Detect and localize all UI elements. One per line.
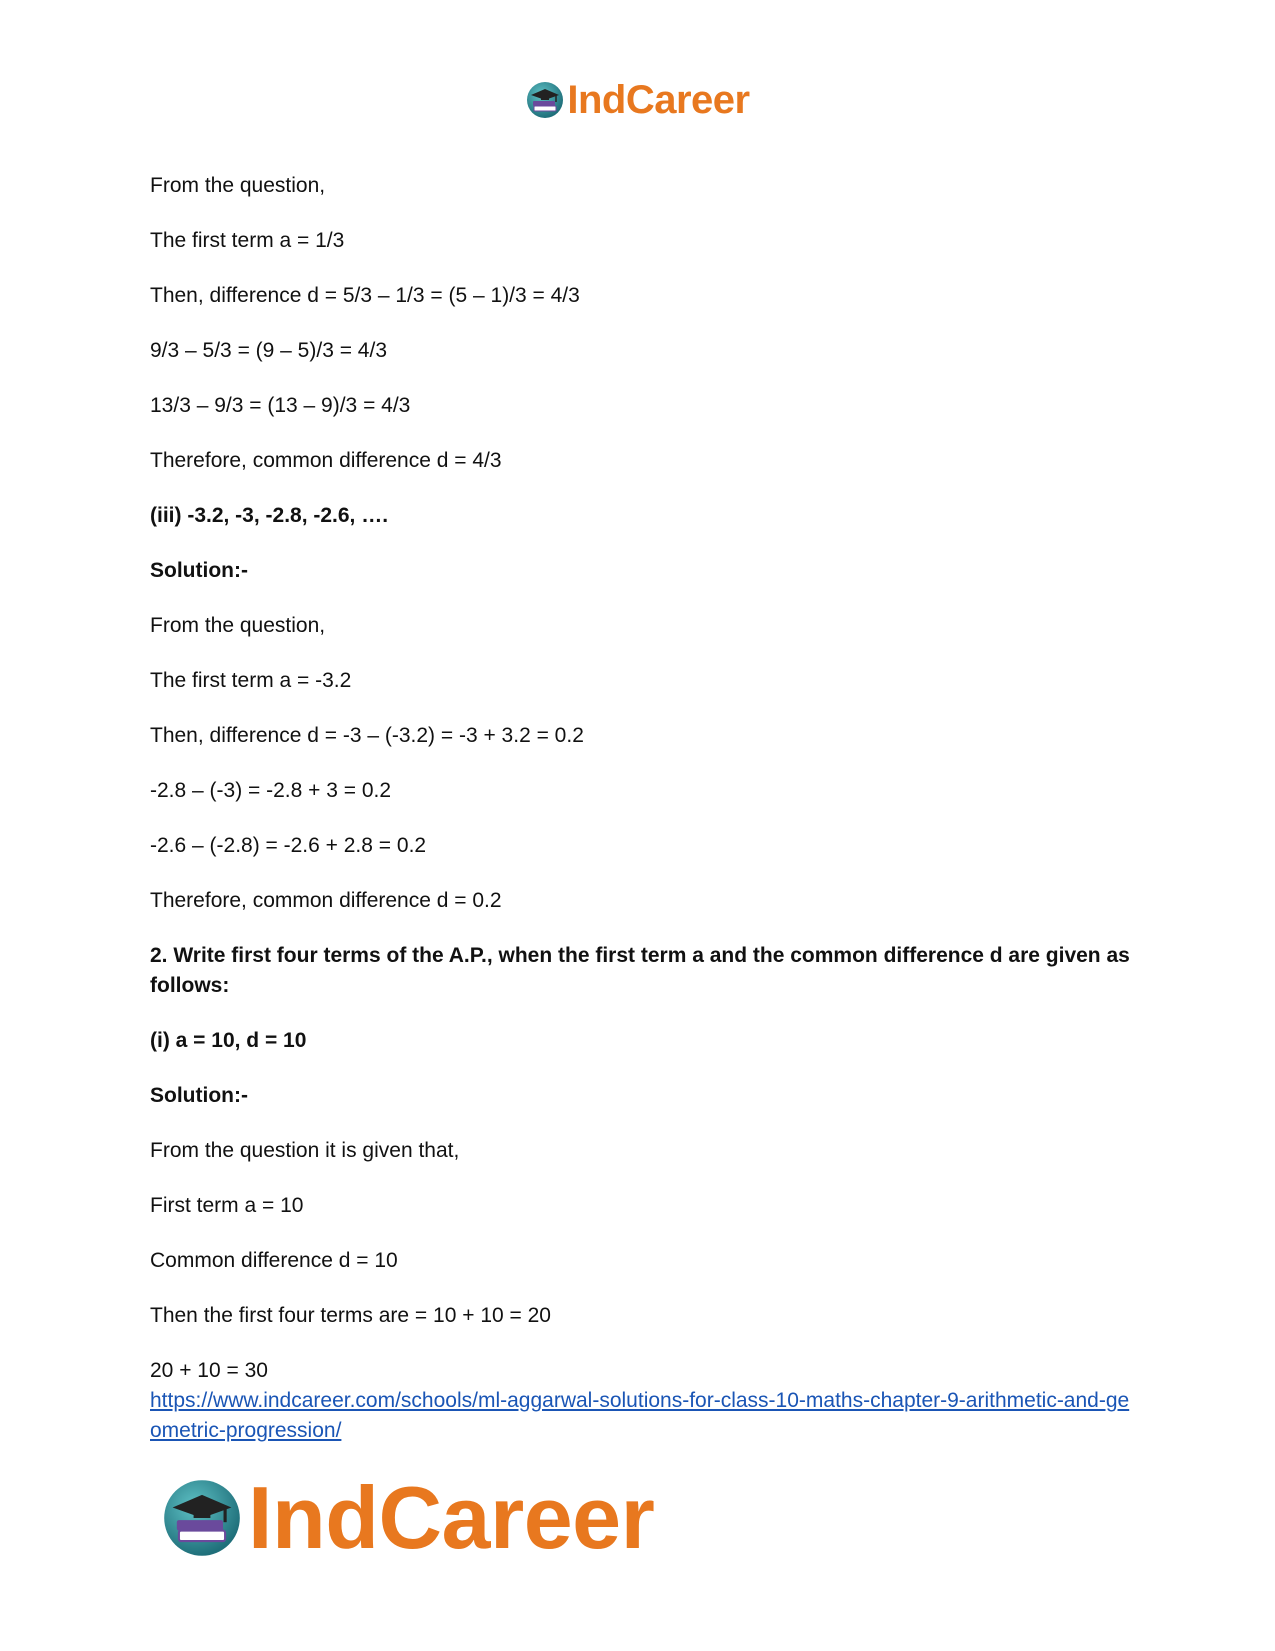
text-line: The first term a = -3.2: [150, 669, 352, 692]
text-line: From the question,: [150, 174, 326, 197]
graduation-cap-books-icon: [525, 80, 565, 120]
heading-line: 2. Write first four terms of the A.P., when the first term a and the common difference d are given as follows:: [150, 944, 1136, 997]
indcareer-logo-large: [160, 1468, 655, 1567]
heading-line: Solution:-: [150, 1084, 248, 1107]
indcareer-logo: [525, 78, 749, 122]
text-line: From the question it is given that,: [150, 1139, 460, 1162]
text-line: Therefore, common difference d = 4/3: [150, 449, 502, 472]
text-line: First term a = 10: [150, 1194, 304, 1217]
source-link[interactable]: https://www.indcareer.com/schools/ml-aggarwal-solutions-for-class-10-maths-chapter-9-arithmetic-and-geometric-progression/: [150, 1389, 1130, 1442]
text-line: 13/3 – 9/3 = (13 – 9)/3 = 4/3: [150, 394, 411, 417]
heading-line: (i) a = 10, d = 10: [150, 1029, 307, 1052]
text-line: 9/3 – 5/3 = (9 – 5)/3 = 4/3: [150, 339, 387, 362]
document-body: [150, 171, 1140, 1446]
header-logo: [0, 78, 1275, 122]
logo-text: IndCareer: [248, 1468, 655, 1567]
logo-text: IndCareer: [567, 78, 750, 122]
text-line: Therefore, common difference d = 0.2: [150, 889, 502, 912]
text-line: Then the first four terms are = 10 + 10 = 20: [150, 1304, 551, 1327]
text-line: Then, difference d = -3 – (-3.2) = -3 + 3.2 = 0.2: [150, 724, 584, 747]
heading-line: Solution:-: [150, 559, 248, 582]
text-line: 20 + 10 = 30: [150, 1359, 268, 1382]
text-line: From the question,: [150, 614, 326, 637]
text-line: Then, difference d = 5/3 – 1/3 = (5 – 1)/3 = 4/3: [150, 284, 580, 307]
text-line: -2.8 – (-3) = -2.8 + 3 = 0.2: [150, 779, 392, 802]
footer-logo: [160, 1468, 655, 1567]
text-line: Common difference d = 10: [150, 1249, 398, 1272]
text-line: -2.6 – (-2.8) = -2.6 + 2.8 = 0.2: [150, 834, 427, 857]
text-line: The first term a = 1/3: [150, 229, 345, 252]
graduation-cap-books-icon: [160, 1476, 244, 1560]
heading-line: (iii) -3.2, -3, -2.8, -2.6, ….: [150, 504, 389, 527]
